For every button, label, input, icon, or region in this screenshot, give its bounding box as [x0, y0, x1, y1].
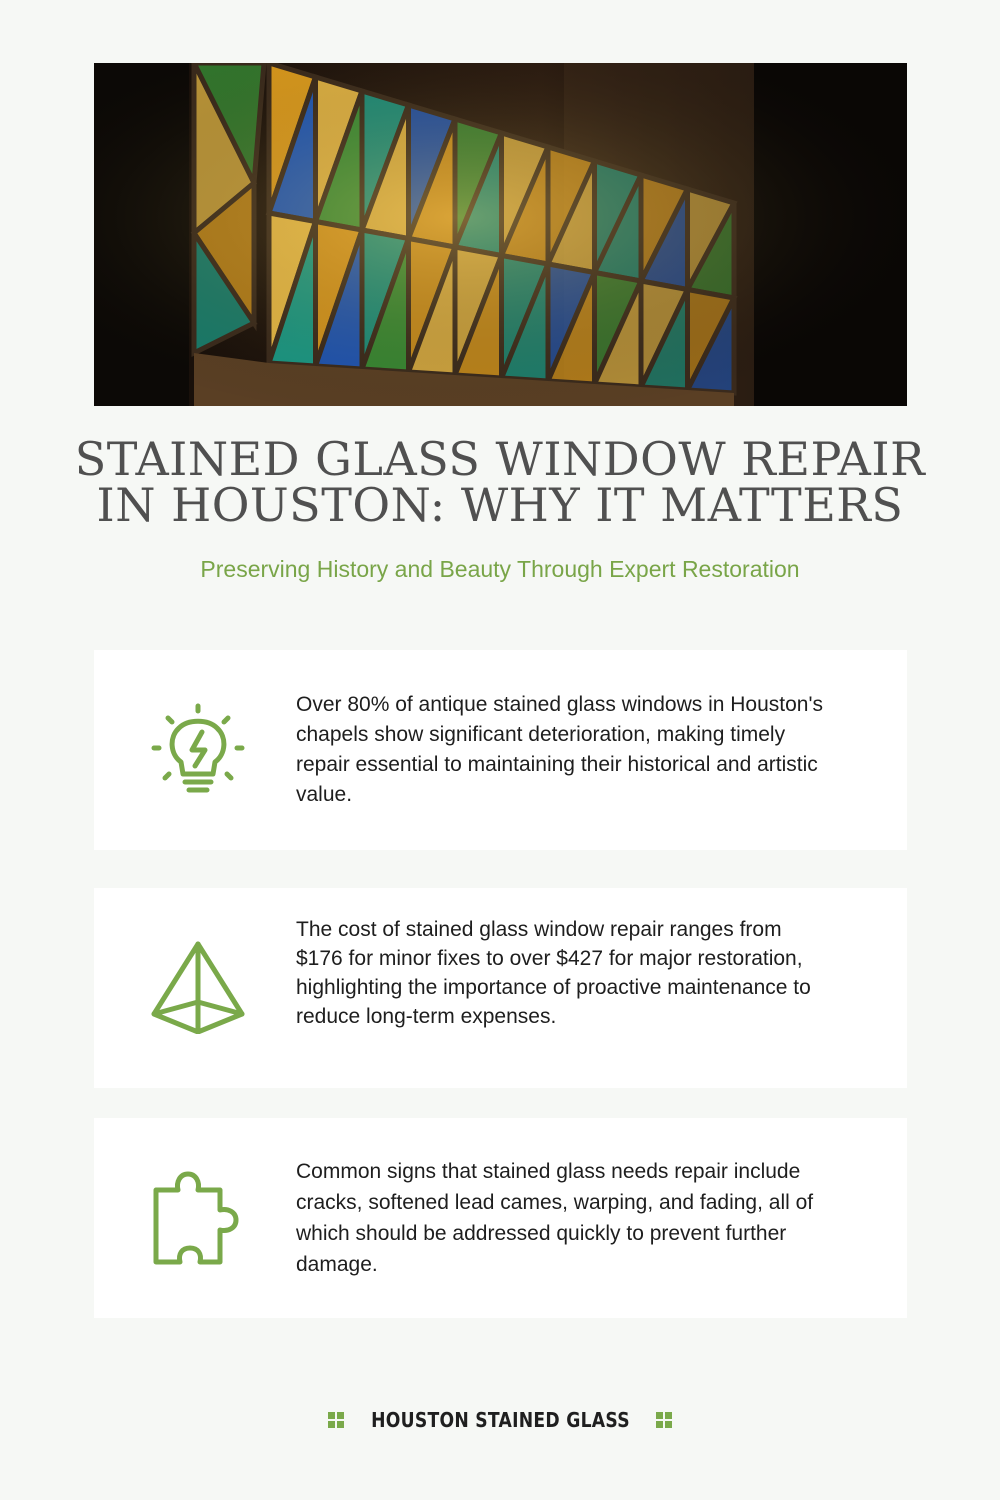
- brand-name: HOUSTON STAINED GLASS: [370, 1408, 630, 1432]
- brand-window-icon: [656, 1412, 672, 1428]
- fact-card-deterioration: [94, 650, 907, 850]
- brand-footer: [0, 1404, 1000, 1436]
- page-subtitle: Preserving History and Beauty Through Expert Restoration: [200, 556, 800, 582]
- puzzle-piece-icon: [150, 1170, 246, 1266]
- pyramid-icon: [150, 938, 246, 1034]
- hero-image: [94, 63, 907, 406]
- fact-text: Common signs that stained glass needs repair include cracks, softened lead cames, warping, and fading, all of which should be addressed quickly to prevent further damage.: [296, 1160, 814, 1276]
- lightbulb-icon: [150, 702, 246, 798]
- fact-text: The cost of stained glass window repair ranges from $176 for minor fixes to over $427 for major restoration, highlighting the importance of proactive maintenance to reduce long-term expenses.: [296, 918, 811, 1028]
- brand-window-icon: [328, 1412, 344, 1428]
- fact-card-cost: [94, 888, 907, 1088]
- page-title: STAINED GLASS WINDOW REPAIR IN HOUSTON: WHY IT MATTERS: [74, 432, 926, 532]
- fact-text: Over 80% of antique stained glass windows in Houston's chapels show significant deterioration, making timely repair essential to maintaining their historical and artistic value.: [296, 693, 823, 806]
- fact-card-signs: [94, 1118, 907, 1318]
- stained-glass-illustration: [94, 63, 907, 406]
